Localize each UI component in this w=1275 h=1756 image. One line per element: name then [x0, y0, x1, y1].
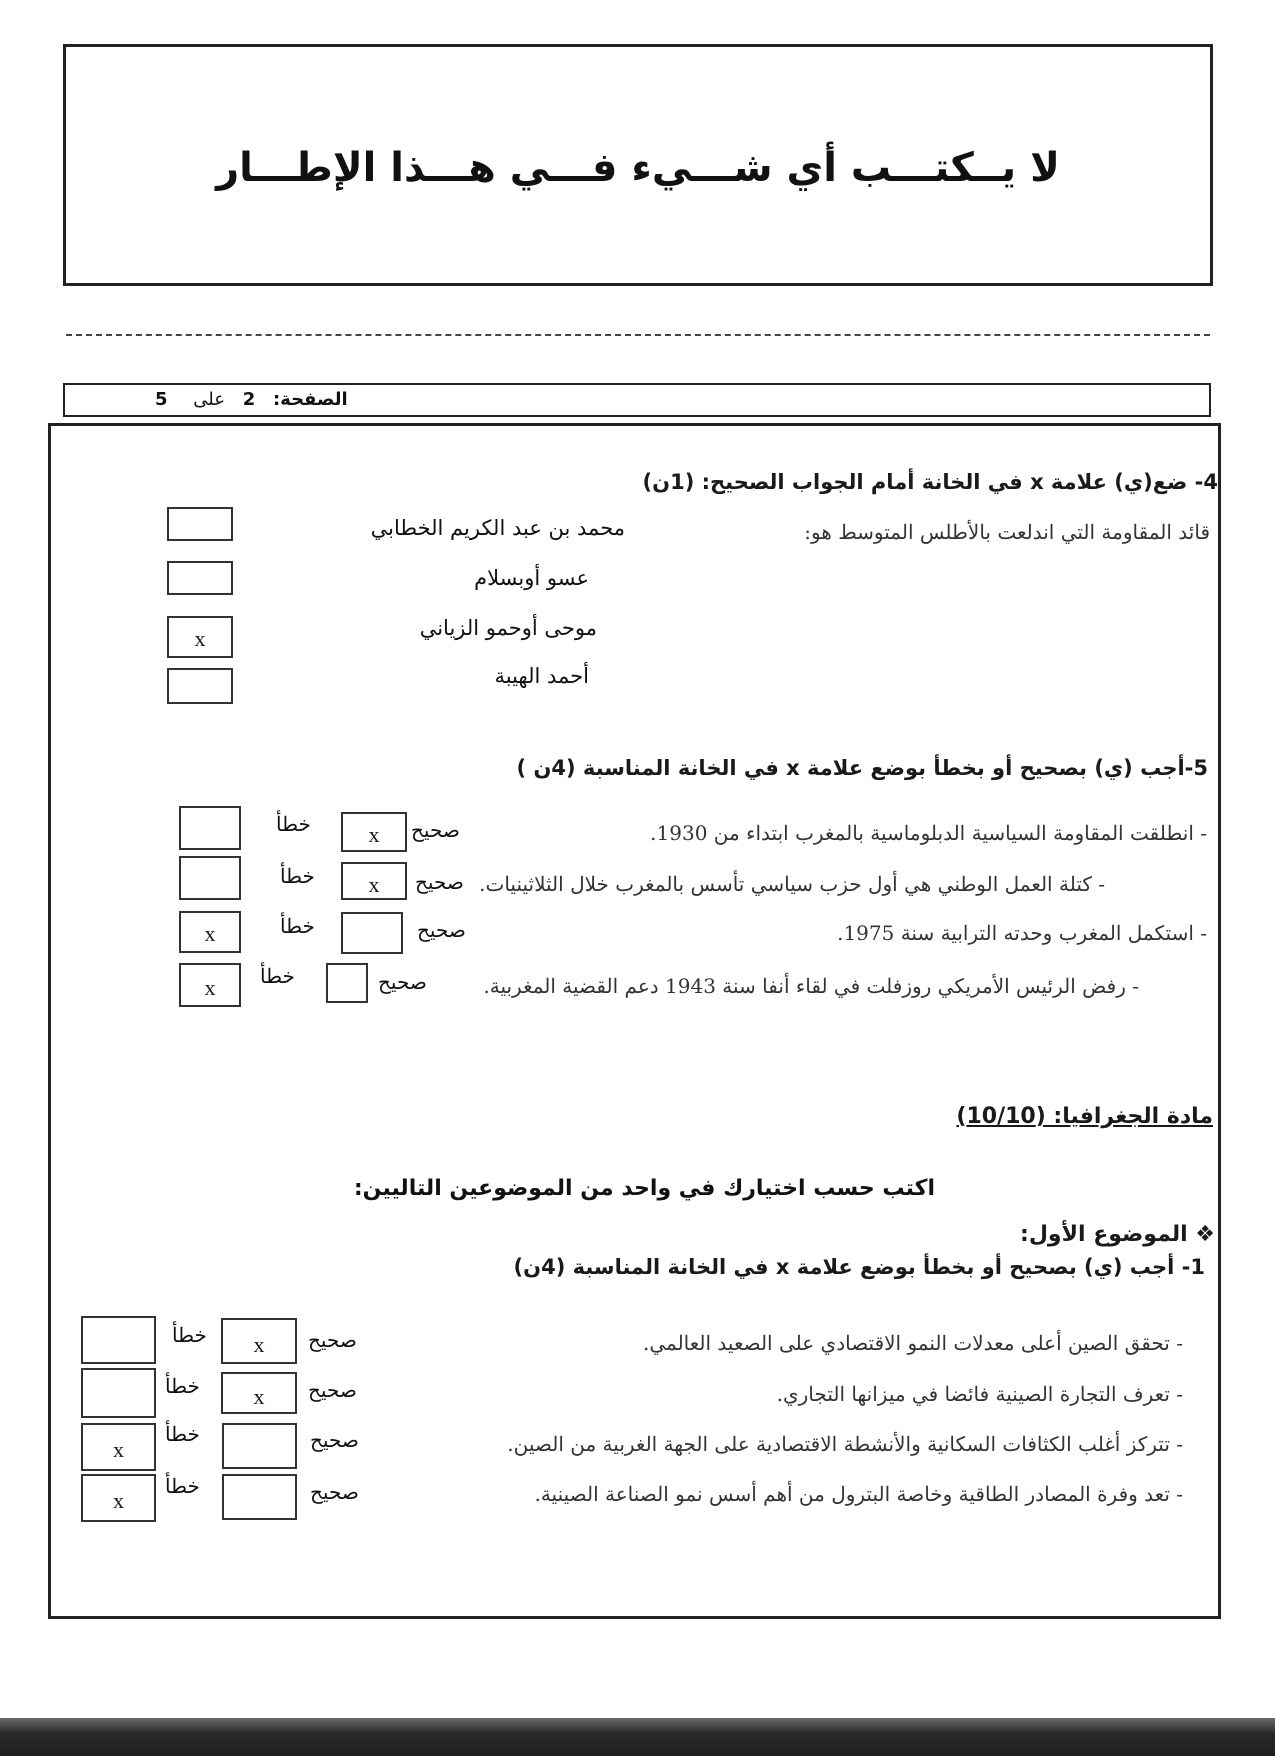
geo-false-box-4[interactable]: x — [81, 1474, 156, 1522]
scan-bottom-bar — [0, 1718, 1275, 1756]
page-current: 2 — [242, 389, 256, 410]
page-label: الصفحة: — [272, 389, 348, 410]
geo-false-box-3[interactable]: x — [81, 1423, 156, 1471]
geo-false-label-1: خطأ — [172, 1323, 207, 1347]
geo-true-box-4[interactable] — [222, 1474, 297, 1520]
q5-false-box-4[interactable]: x — [179, 963, 241, 1007]
q5-true-box-1[interactable]: x — [341, 812, 407, 852]
geo-true-box-2[interactable]: x — [221, 1372, 297, 1414]
geo-false-box-2[interactable] — [81, 1368, 156, 1418]
q5-false-box-1[interactable] — [179, 806, 241, 850]
geo-q1-heading: 1- أجب (ي) بصحيح أو بخطأ بوضع علامة x في الخانة المناسبة (4ن) — [513, 1255, 1205, 1279]
geo-statement-1: - تحقق الصين أعلى معدلات النمو الاقتصادي على الصعيد العالمي. — [643, 1331, 1183, 1355]
cut-line — [66, 334, 1210, 336]
q5-true-label-3: صحيح — [417, 918, 466, 942]
q4-checkbox-2[interactable] — [167, 561, 233, 595]
q5-statement-2: - كتلة العمل الوطني هي أول حزب سياسي تأسس بالمغرب خلال الثلاثينيات. — [479, 872, 1105, 896]
topic1-title: ❖ الموضوع الأول: — [1020, 1222, 1215, 1247]
q5-false-box-2[interactable] — [179, 856, 241, 900]
geo-statement-2: - تعرف التجارة الصينية فائضا في ميزانها التجاري. — [776, 1382, 1183, 1406]
q5-true-label-2: صحيح — [415, 870, 464, 894]
q5-true-label-4: صحيح — [378, 970, 427, 994]
page-info — [155, 389, 348, 410]
page-of-label: على — [193, 389, 225, 410]
q5-statement-3: - استكمل المغرب وحدته الترابية سنة 1975. — [837, 921, 1207, 945]
q5-heading: 5-أجب (ي) بصحيح أو بخطأ بوضع علامة x في الخانة المناسبة (4ن ) — [516, 756, 1208, 780]
q4-checkbox-4[interactable] — [167, 668, 233, 704]
page-total: 5 — [155, 389, 168, 410]
q4-checkbox-1[interactable] — [167, 507, 233, 541]
q4-option-4: أحمد الهيبة — [494, 664, 589, 688]
q5-false-label-2: خطأ — [280, 864, 315, 888]
q4-option-2: عسو أوبسلام — [474, 566, 589, 590]
q5-true-box-3[interactable] — [341, 912, 403, 954]
q5-statement-1: - انطلقت المقاومة السياسية الدبلوماسية بالمغرب ابتداء من 1930. — [650, 821, 1207, 845]
q4-option-3: موحى أوحمو الزياني — [419, 616, 597, 640]
q4-prompt: قائد المقاومة التي اندلعت بالأطلس المتوسط هو: — [804, 520, 1210, 544]
q5-false-label-4: خطأ — [260, 964, 295, 988]
q5-true-box-2[interactable]: x — [341, 862, 407, 900]
q4-option-1: محمد بن عبد الكريم الخطابي — [370, 516, 625, 540]
geo-true-label-3: صحيح — [310, 1428, 359, 1452]
geo-true-label-2: صحيح — [308, 1378, 357, 1402]
geo-false-label-3: خطأ — [165, 1422, 200, 1446]
geo-statement-3: - تتركز أغلب الكثافات السكانية والأنشطة الاقتصادية على الجهة الغربية من الصين. — [507, 1432, 1183, 1456]
q5-statement-4: - رفض الرئيس الأمريكي روزفلت في لقاء أنفا سنة 1943 دعم القضية المغربية. — [483, 974, 1139, 998]
header-frame — [63, 44, 1213, 286]
geo-statement-4: - تعد وفرة المصادر الطاقية وخاصة البترول من أهم أسس نمو الصناعة الصينية. — [534, 1482, 1183, 1506]
geo-false-label-2: خطأ — [165, 1374, 200, 1398]
q5-false-label-3: خطأ — [280, 914, 315, 938]
geo-true-box-3[interactable] — [222, 1423, 297, 1469]
geography-instruction: اكتب حسب اختيارك في واحد من الموضوعين التاليين: — [353, 1176, 935, 1201]
geo-true-label-1: صحيح — [308, 1328, 357, 1352]
geo-false-label-4: خطأ — [165, 1474, 200, 1498]
q5-true-box-4[interactable] — [326, 963, 368, 1003]
q4-checkbox-3[interactable]: x — [167, 616, 233, 658]
q5-true-label-1: صحيح — [411, 818, 460, 842]
q5-false-box-3[interactable]: x — [179, 911, 241, 953]
page-info-bar — [63, 383, 1211, 417]
q5-false-label-1: خطأ — [276, 812, 311, 836]
header-warning: لا يــكتـــب أي شـــيء فـــي هـــذا الإطـــار — [216, 145, 1060, 191]
geo-true-label-4: صحيح — [310, 1480, 359, 1504]
geo-false-box-1[interactable] — [81, 1316, 156, 1364]
geo-true-box-1[interactable]: x — [221, 1318, 297, 1364]
geography-title: مادة الجغرافيا: (10/10) — [956, 1104, 1213, 1129]
q4-heading: 4- ضع(ي) علامة x في الخانة أمام الجواب الصحيح: (1ن) — [642, 470, 1218, 494]
